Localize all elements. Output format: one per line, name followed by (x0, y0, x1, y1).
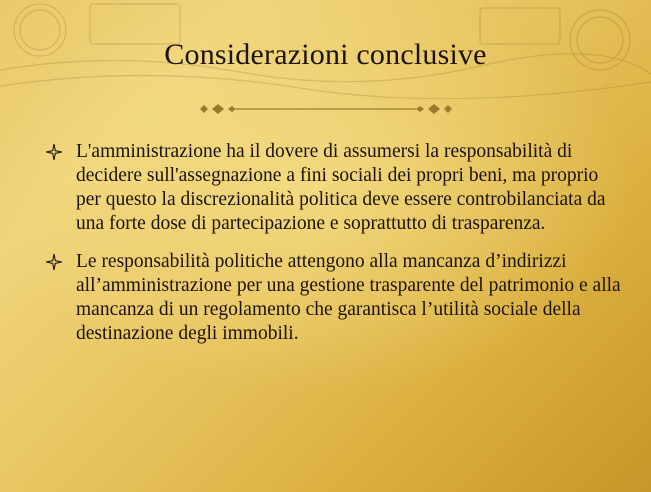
slide-title: Considerazioni conclusive (164, 38, 487, 71)
bullet-item (44, 140, 624, 236)
bullet-item (44, 250, 624, 346)
bullet-list (44, 140, 624, 360)
bullet-text: L'amministrazione ha il dovere di assumersi la responsabilità di decidere sull'assegnazione a fini sociali dei propri beni, ma proprio per questo la discrezionalità politica deve essere controbilanciata da una forte dose di partecipazione e soprattutto di trasparenza. (76, 141, 606, 234)
bullet-text: Le responsabilità politiche attengono alla mancanza d’indirizzi all’amministrazione per una gestione trasparente del patrimonio e alla mancanza di un regolamento che garantisca l’utilità sociale della destinazione degli immobili. (76, 251, 621, 344)
diamond-ornament-icon (196, 102, 456, 116)
four-point-star-icon (46, 254, 62, 270)
four-point-star-icon (46, 144, 62, 160)
